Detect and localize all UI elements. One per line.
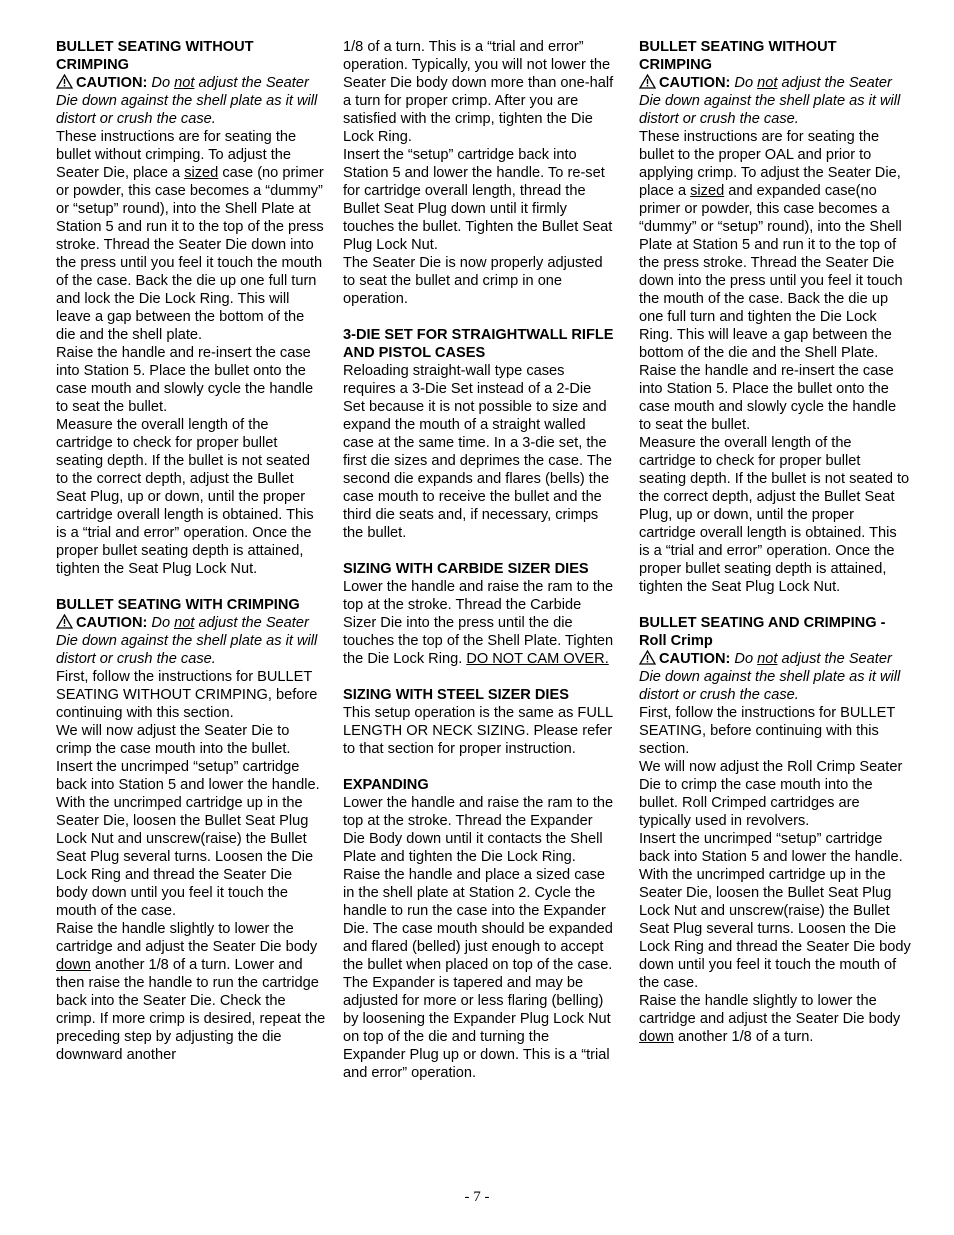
paragraph: We will now adjust the Seater Die to crimp the case mouth into the bullet. Insert the uncrimped “setup” cartridge back into Station 5 and lower the handle. With the uncrimped cartridge up in the Seater Die, loosen the Bullet Seat Plug Lock Nut and unscrew(raise) the Bullet Seat Plug several turns. Loosen the Die Lock Ring and thread the Seater Die body down until you feel it touch the mouth of the case. <box>56 723 320 919</box>
caution-label: CAUTION: <box>76 615 148 631</box>
underlined-word: down <box>56 957 91 973</box>
paragraph: Measure the overall length of the cartridge to check for proper bullet seating depth. If the bullet is not seated to the correct depth, adjust the Bullet Seat Plug, up or down, until the proper cartridge overall length is obtained. This is a “trial and error” operation. Once the proper bullet seating depth is attained, tighten the Seat Plug Lock Nut. <box>56 417 314 577</box>
paragraph: Raise the handle slightly to lower the cartridge and adjust the Seater Die body down another 1/8 of a turn. Lower and then raise the handle to run the cartridge back into the Seater Die. Check the crimp. If more crimp is desired, repeat the preceding step by adjusting the die downward another <box>56 921 326 1063</box>
warning-triangle-icon <box>56 74 73 89</box>
caution-text: adjust the Seater Die down against the shell plate as it will distort or crush the case. <box>639 75 901 127</box>
paragraph: First, follow the instructions for BULLET SEATING, before continuing with this section. <box>639 705 896 757</box>
section-heading: EXPANDING <box>343 777 429 793</box>
warning-triangle-icon <box>56 614 73 629</box>
section-heading: 3-DIE SET FOR STRAIGHTWALL RIFLE AND PISTOL CASES <box>343 327 614 361</box>
column-left <box>56 38 326 1064</box>
caution-text: adjust the Seater Die down against the shell plate as it will distort or crush the case. <box>56 75 318 127</box>
paragraph: This setup operation is the same as FULL LENGTH OR NECK SIZING. Please refer to that section for proper instruction. <box>343 705 613 757</box>
section-heading: SIZING WITH STEEL SIZER DIES <box>343 687 569 703</box>
paragraph: First, follow the instructions for BULLET SEATING WITHOUT CRIMPING, before continuing with this section. <box>56 669 318 721</box>
caution-note <box>56 74 326 128</box>
paragraph: The Seater Die is now properly adjusted to seat the bullet and crimp in one operation. <box>343 255 603 307</box>
caution-text: adjust the Seater Die down against the shell plate as it will distort or crush the case. <box>639 651 901 703</box>
column-right <box>639 38 911 1046</box>
caution-emphasis: not <box>174 75 195 91</box>
underlined-word: sized <box>184 165 219 181</box>
page-number: - 7 - <box>464 1189 490 1205</box>
paragraph: Raise the handle and re-insert the case into Station 5. Place the bullet onto the case mouth and slowly cycle the handle to seat the bullet. <box>56 345 314 415</box>
paragraph: Insert the uncrimped “setup” cartridge back into Station 5 and lower the handle. With the uncrimped cartridge up in the Seater Die, loosen the Bullet Seat Plug Lock Nut and unscrew(raise) the Bullet Seat Plug several turns. Loosen the Die Lock Ring and thread the Seater Die body down until you feel it touch the mouth of the case. <box>639 831 911 991</box>
caution-text: Do <box>734 75 758 91</box>
caution-label: CAUTION: <box>659 75 731 91</box>
underlined-word: sized <box>690 183 725 199</box>
caution-label: CAUTION: <box>659 651 731 667</box>
warning-triangle-icon <box>639 650 656 665</box>
paragraph: Insert the “setup” cartridge back into Station 5 and lower the handle. To re-set for cartridge overall length, thread the Bullet Seat Plug down until it firmly touches the bullet. Tighten the Bullet Seat Plug Lock Nut. <box>343 147 613 253</box>
paragraph: Raise the handle slightly to lower the cartridge and adjust the Seater Die body down another 1/8 of a turn. <box>639 993 901 1045</box>
warning-triangle-icon <box>639 74 656 89</box>
section-heading: BULLET SEATING AND CRIMPING - Roll Crimp <box>639 615 886 649</box>
section-heading: BULLET SEATING WITH CRIMPING <box>56 597 300 613</box>
caution-emphasis: not <box>757 651 778 667</box>
column-middle <box>343 38 615 1082</box>
paragraph: Measure the overall length of the cartridge to check for proper bullet seating depth. If the bullet is not seated to the correct depth, adjust the Bullet Seat Plug, up or down, until the proper cartridge overall length is obtained. This is a “trial and error” operation. Once the proper bullet seating depth is attained, tighten the Seat Plug Lock Nut. <box>639 435 910 595</box>
paragraph: Lower the handle and raise the ram to the top at the stroke. Thread the Expander Die Body down until it contacts the Shell Plate and tighten the Die Lock Ring. Raise the handle and place a sized case in the shell plate at Station 2. Cycle the handle to run the case into the Expander Die. The case mouth should be expanded and flared (belled) just enough to accept the bullet when placed on top of the case. The Expander is tapered and may be adjusted for more or less flaring (belling) by loosening the Expander Plug Lock Nut on top of the die and turning the Expander Plug up or down. This is a “trial and error” operation. <box>343 795 614 1081</box>
paragraph: 1/8 of a turn. This is a “trial and error” operation. Typically, you will not lower the Seater Die body down more than one-half a turn for proper crimp. After you are satisfied with the crimp, tighten the Die Lock Ring. <box>343 39 614 145</box>
caution-text: Do <box>734 651 758 667</box>
paragraph: These instructions are for seating the bullet without crimping. To adjust the Seater Die, place a sized case (no primer or powder, this case becomes a “dummy” or “setup” round), into the Shell Plate at Station 5 and run it to the top of the press stroke. Thread the Seater Die down into the press until you feel it touch the mouth of the case. Back the die up one full turn and lock the Die Lock Ring. This will leave a gap between the bottom of the die and the shell plate. <box>56 129 324 343</box>
paragraph: These instructions are for seating the bullet to the proper OAL and prior to applying crimp. To adjust the Seater Die, place a sized and expanded case(no primer or powder, this case becomes a “dummy” or “setup” round), into the Shell Plate at Station 5 and run it to the top of the press stroke. Thread the Seater Die down into the press until you feel it touch the mouth of the case. Back the die up one full turn and tighten the Die Lock Ring. This will leave a gap between the bottom of the die and the Shell Plate. <box>639 129 903 361</box>
caution-note <box>639 650 911 704</box>
section-heading: BULLET SEATING WITHOUT CRIMPING <box>639 39 837 73</box>
caution-text: adjust the Seater Die down against the shell plate as it will distort or crush the case. <box>56 615 318 667</box>
caution-note <box>56 614 326 668</box>
caution-label: CAUTION: <box>76 75 148 91</box>
section-heading: BULLET SEATING WITHOUT CRIMPING <box>56 39 254 73</box>
caution-text: Do <box>151 615 175 631</box>
paragraph: Reloading straight-wall type cases requires a 3-Die Set instead of a 2-Die Set because it is not possible to size and expand the mouth of a straight walled case at the same time. In a 3-die set, the first die sizes and deprimes the case. The second die expands and flares (bells) the case mouth to receive the bullet and the third die seats and, if necessary, crimps the bullet. <box>343 363 613 541</box>
caution-note <box>639 74 911 128</box>
paragraph: We will now adjust the Roll Crimp Seater Die to crimp the case mouth into the bullet. Roll Crimped cartridges are typically used in revolvers. <box>639 759 903 829</box>
paragraph: Lower the handle and raise the ram to the top at the stroke. Thread the Carbide Sizer Die into the press until the die touches the top of the Shell Plate. Tighten the Die Lock Ring. DO NOT CAM OVER. <box>343 579 614 667</box>
underlined-warning: DO NOT CAM OVER. <box>466 651 609 667</box>
caution-text: Do <box>151 75 175 91</box>
caution-emphasis: not <box>757 75 778 91</box>
underlined-word: down <box>639 1029 674 1045</box>
paragraph: Raise the handle and re-insert the case into Station 5. Place the bullet onto the case mouth and slowly cycle the handle to seat the bullet. <box>639 363 897 433</box>
caution-emphasis: not <box>174 615 195 631</box>
section-heading: SIZING WITH CARBIDE SIZER DIES <box>343 561 589 577</box>
